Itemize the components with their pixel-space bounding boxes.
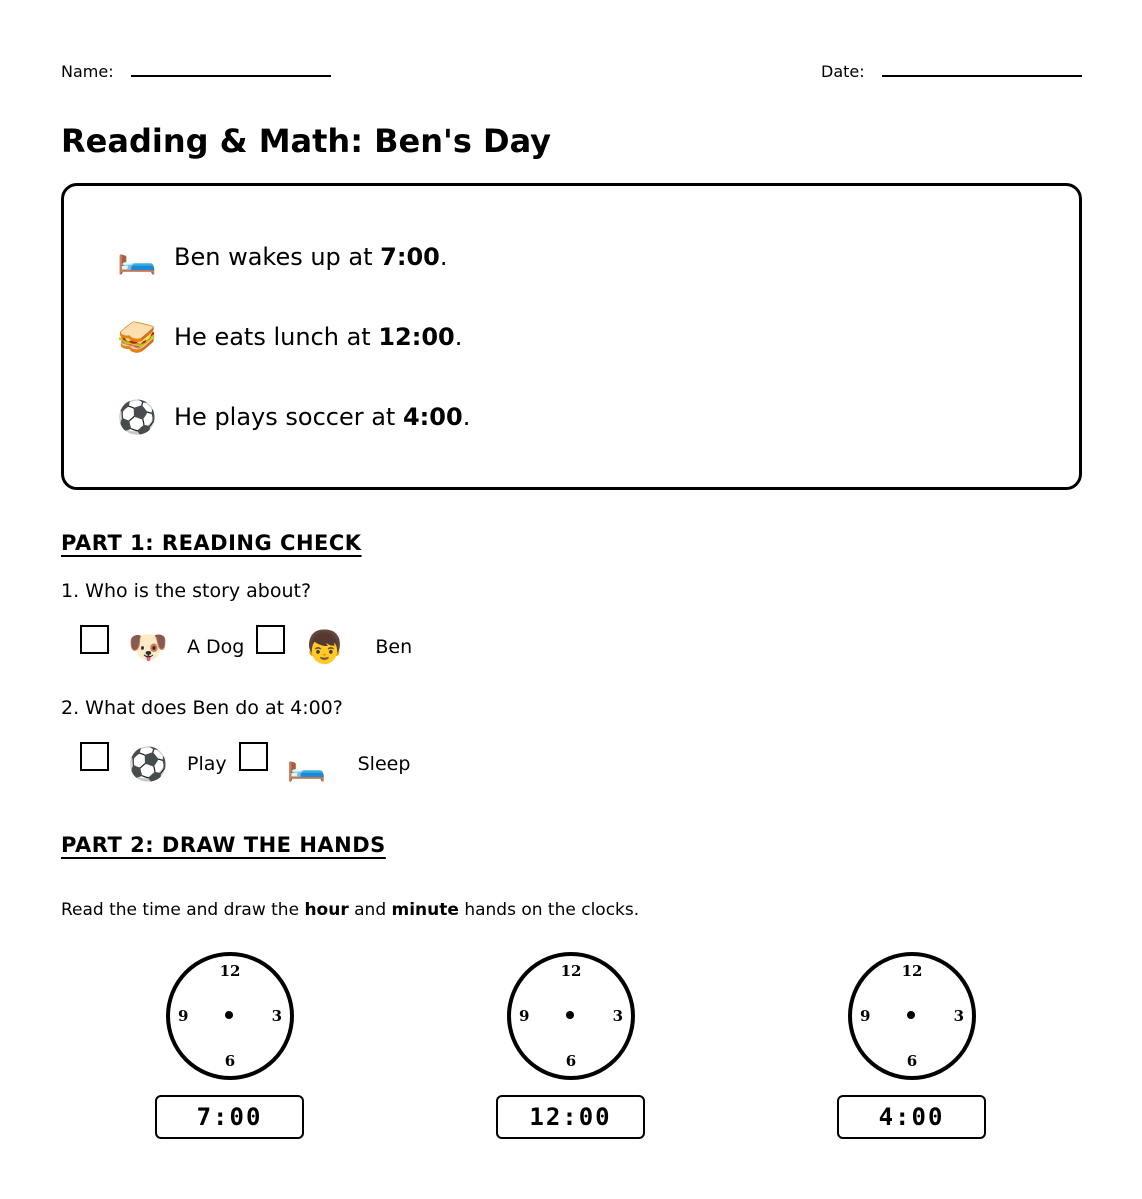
checkbox-ben[interactable] [256, 625, 285, 654]
story-line [102, 238, 448, 276]
bed-icon: 🛏️ [286, 745, 327, 783]
date-field[interactable] [882, 75, 1082, 77]
instr-text: and [348, 900, 392, 920]
story-punct: . [462, 403, 471, 431]
story-punct: . [439, 243, 448, 271]
dog-icon: 🐶 [128, 628, 168, 666]
story-punct: . [454, 323, 463, 351]
part2-heading: PART 2: DRAW THE HANDS [61, 833, 386, 857]
clock-face[interactable] [848, 952, 976, 1080]
clock-number: 9 [178, 1007, 189, 1025]
checkbox-a-dog[interactable] [80, 625, 109, 654]
clock-number: 9 [860, 1007, 871, 1025]
clock-center [907, 1011, 915, 1019]
story-text: Ben wakes up at [174, 243, 381, 271]
clock-number: 12 [219, 962, 241, 980]
clock-number: 9 [519, 1007, 530, 1025]
clock-number: 3 [953, 1007, 964, 1025]
instr-text: Read the time and draw the [61, 900, 305, 920]
option-label: Ben [375, 636, 413, 658]
part1-heading: PART 1: READING CHECK [61, 531, 362, 555]
clock-number: 3 [612, 1007, 623, 1025]
time-label: 12:00 [496, 1095, 645, 1139]
question-2: 2. What does Ben do at 4:00? [61, 697, 343, 719]
clock-number: 6 [906, 1052, 918, 1070]
name-field[interactable] [131, 75, 331, 77]
option-label: Play [187, 753, 227, 775]
option-label: Sleep [357, 753, 411, 775]
question-1: 1. Who is the story about? [61, 580, 312, 602]
clock-number: 6 [565, 1052, 577, 1070]
clock-center [566, 1011, 574, 1019]
option-label: A Dog [187, 636, 245, 658]
soccer-ball-icon: ⚽ [117, 398, 157, 436]
clock-number: 6 [224, 1052, 236, 1070]
instr-bold: hour [304, 900, 349, 920]
story-text: He eats lunch at [174, 323, 379, 351]
time-label: 7:00 [155, 1095, 304, 1139]
story-time: 12:00 [378, 323, 455, 351]
bed-icon: 🛏️ [117, 238, 157, 276]
clock-face[interactable] [166, 952, 294, 1080]
soccer-ball-icon: ⚽ [128, 745, 168, 783]
name-label: Name: [61, 62, 114, 81]
question-2-options [80, 745, 422, 783]
boy-icon: 👦 [304, 628, 345, 666]
instr-text: hands on the clocks. [458, 900, 640, 920]
clock-number: 3 [271, 1007, 282, 1025]
clock-number: 12 [901, 962, 923, 980]
checkbox-play[interactable] [80, 742, 109, 771]
clock-face[interactable] [507, 952, 635, 1080]
clock-center [225, 1011, 233, 1019]
checkbox-sleep[interactable] [239, 742, 268, 771]
page-title: Reading & Math: Ben's Day [61, 122, 552, 160]
story-time: 7:00 [380, 243, 440, 271]
story-text: He plays soccer at [174, 403, 403, 431]
time-label: 4:00 [837, 1095, 986, 1139]
instructions [61, 900, 639, 920]
clock-number: 12 [560, 962, 582, 980]
instr-bold: minute [391, 900, 459, 920]
story-box [61, 183, 1082, 490]
date-label: Date: [821, 62, 865, 81]
story-line [102, 398, 470, 436]
story-line [102, 318, 462, 356]
story-time: 4:00 [402, 403, 463, 431]
sandwich-icon: 🥪 [117, 318, 157, 356]
question-1-options [80, 628, 424, 666]
